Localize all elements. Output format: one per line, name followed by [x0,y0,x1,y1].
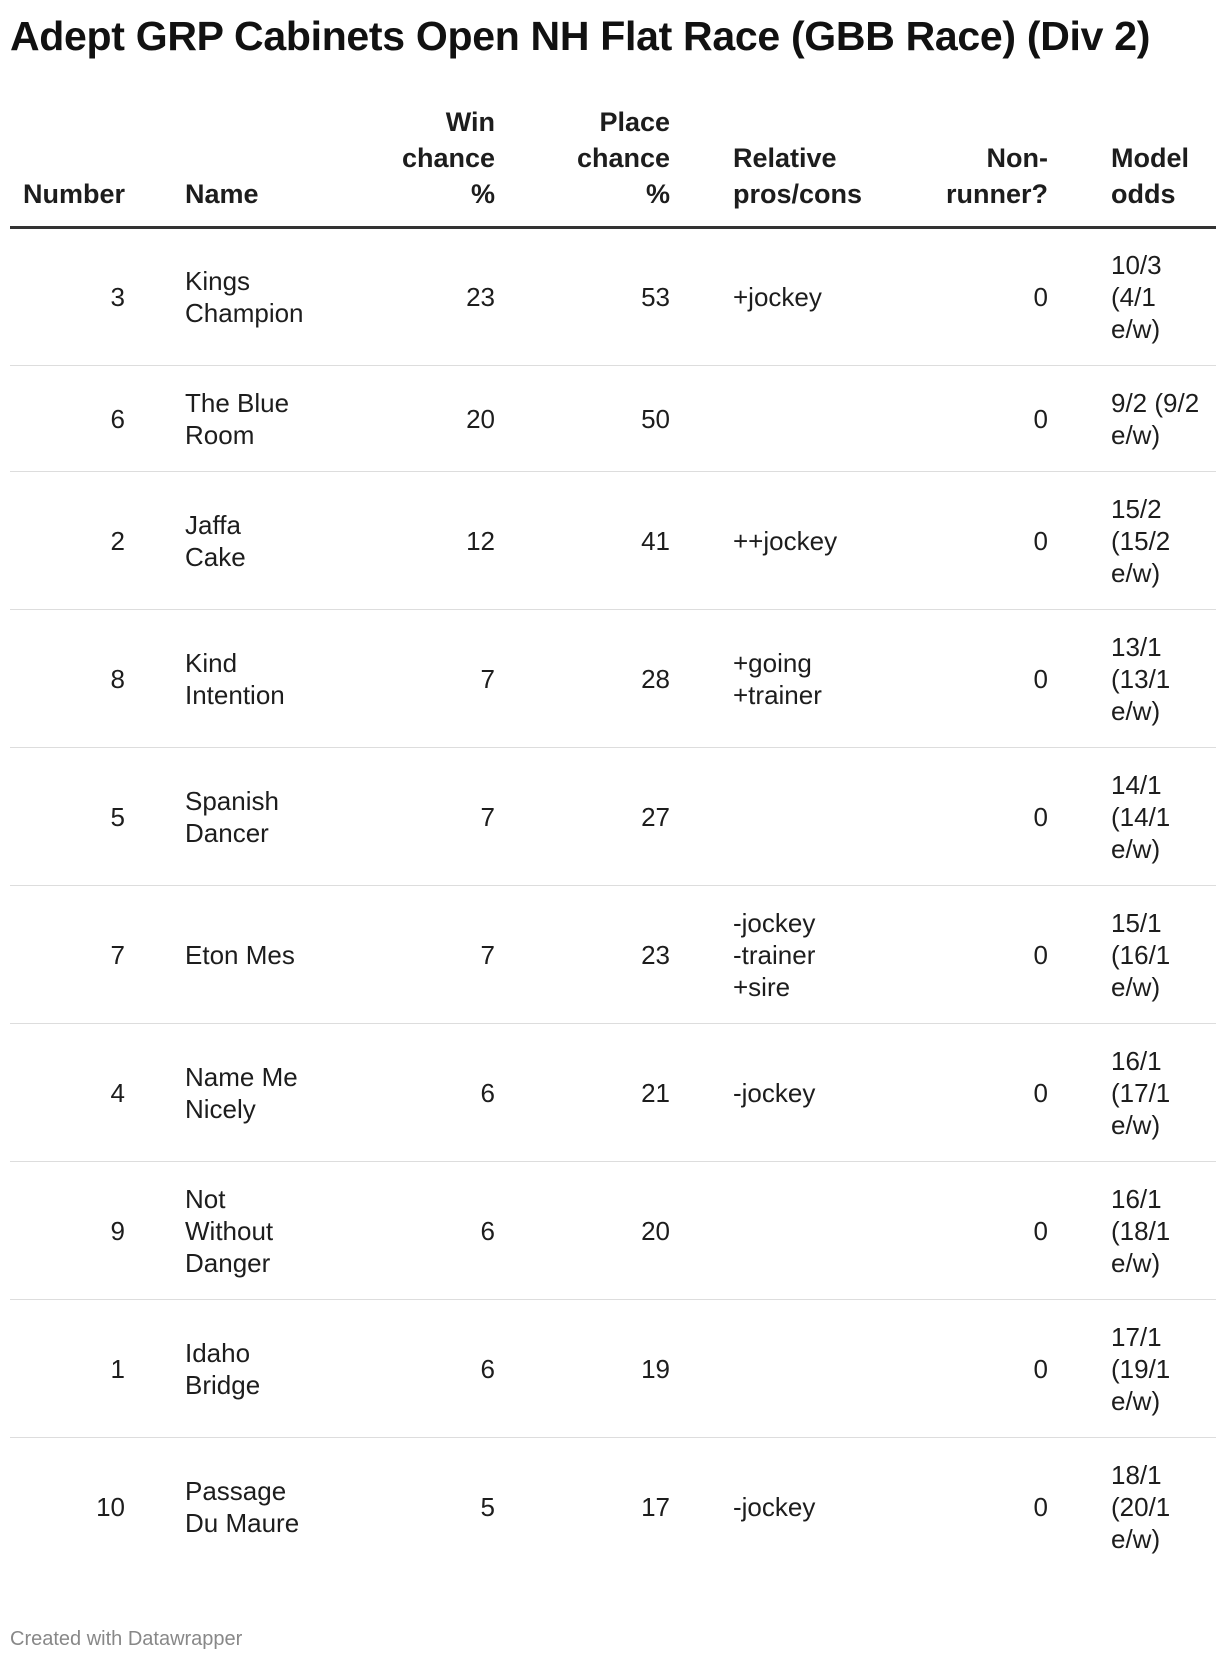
cell-name: Name Me Nicely [185,1024,315,1162]
cell-rel: +going +trainer [733,610,883,748]
cell-rel [733,748,883,886]
cell-gap [670,610,733,748]
cell-name: Spanish Dancer [185,748,315,886]
cell-place: 21 [495,1024,670,1162]
cell-gap [670,366,733,472]
header-gap [1048,104,1111,228]
cell-gap [125,610,185,748]
header-gap [125,104,185,228]
cell-gap [125,1024,185,1162]
cell-place: 20 [495,1162,670,1300]
cell-gap [1048,1162,1111,1300]
cell-gap [670,1162,733,1300]
cell-win: 6 [315,1300,495,1438]
cell-name: The Blue Room [185,366,315,472]
cell-nr: 0 [883,1024,1048,1162]
cell-place: 53 [495,228,670,366]
cell-win: 7 [315,748,495,886]
cell-nr: 0 [1033,1491,1048,1522]
cell-gap [125,472,185,610]
cell-name: Eton Mes [185,886,315,1024]
table-row [10,228,1216,366]
cell-place: 17 [641,1491,670,1522]
table-row [10,1024,1216,1162]
cell-gap [1048,366,1111,472]
cell-number: 1 [10,1300,125,1438]
cell-gap [125,1300,185,1438]
cell-win: 23 [315,228,495,366]
cell-win: 6 [315,1162,495,1300]
header-nr: Non- runner? [883,104,1048,228]
header-odds: Model odds [1111,104,1216,228]
table-row [10,1162,1216,1300]
cell-gap [1048,610,1111,748]
cell-gap [125,366,185,472]
cell-place: 41 [495,472,670,610]
cell-rel [733,1300,883,1438]
table-row [10,748,1216,886]
cell-number: 6 [10,366,125,472]
cell-odds: 17/1 (19/1 e/w) [1111,1300,1216,1438]
cell-gap [125,748,185,886]
cell-win: 12 [315,472,495,610]
cell-name: Jaffa Cake [185,472,315,610]
header-name: Name [185,104,315,228]
cell-gap [1048,1300,1111,1438]
cell-odds: 16/1 (17/1 e/w) [1111,1024,1216,1162]
table-row [10,1300,1216,1438]
cell-win: 20 [315,366,495,472]
cell-rel [733,366,883,472]
cell-win: 7 [315,610,495,748]
cell-nr: 0 [883,228,1048,366]
cell-win: 5 [480,1491,495,1522]
header-rel: Relative pros/cons [733,104,883,228]
race-table [10,104,1216,1576]
cell-win: 6 [315,1024,495,1162]
cell-gap [125,228,185,366]
cell-place: 19 [495,1300,670,1438]
cell-nr: 0 [883,610,1048,748]
cell-rel: -jockey [733,1024,883,1162]
cell-gap [670,472,733,610]
cell-gap [670,1438,733,1576]
chart-title: Adept GRP Cabinets Open NH Flat Race (GBB Race) (Div 2) [10,13,1151,59]
cell-name: Kings Champion [185,228,315,366]
cell-odds: 15/1 (16/1 e/w) [1111,886,1216,1024]
cell-nr: 0 [883,1162,1048,1300]
cell-gap [125,1162,185,1300]
cell-nr: 0 [883,472,1048,610]
cell-rel: -jockey -trainer +sire [733,886,883,1024]
cell-odds: 18/1 (20/1 e/w) [1111,1459,1171,1554]
cell-gap [125,1438,185,1576]
cell-number: 4 [10,1024,125,1162]
cell-name: Kind Intention [185,610,315,748]
cell-odds: 10/3 (4/1 e/w) [1111,228,1216,366]
cell-odds: 13/1 (13/1 e/w) [1111,610,1216,748]
cell-nr: 0 [883,748,1048,886]
cell-number: 10 [96,1491,125,1522]
cell-gap [1048,1438,1111,1576]
cell-gap [1048,1024,1111,1162]
cell-name: Idaho Bridge [185,1300,315,1438]
table-row [10,366,1216,472]
cell-win: 7 [315,886,495,1024]
cell-gap [1048,472,1111,610]
cell-number: 9 [10,1162,125,1300]
table-body [10,228,1216,1576]
cell-number: 5 [10,748,125,886]
cell-number: 7 [10,886,125,1024]
cell-gap [670,886,733,1024]
table-row [10,610,1216,748]
cell-name: Not Without Danger [185,1162,315,1300]
header-gap [670,104,733,228]
cell-gap [1048,886,1111,1024]
cell-odds: 14/1 (14/1 e/w) [1111,748,1216,886]
cell-gap [670,1300,733,1438]
cell-nr: 0 [883,366,1048,472]
cell-odds: 15/2 (15/2 e/w) [1111,472,1216,610]
header-place: Place chance % [495,104,670,228]
cell-rel [733,1162,883,1300]
cell-odds: 9/2 (9/2 e/w) [1111,366,1216,472]
cell-rel: ++jockey [733,472,883,610]
table-header [10,104,1216,228]
cell-number: 3 [10,228,125,366]
cell-rel: +jockey [733,228,883,366]
cell-place: 50 [495,366,670,472]
cell-name: Passage Du Maure [185,1475,300,1538]
cell-place: 27 [495,748,670,886]
cell-gap [125,886,185,1024]
table-row [10,472,1216,610]
cell-gap [670,228,733,366]
cell-nr: 0 [883,886,1048,1024]
cell-odds: 16/1 (18/1 e/w) [1111,1162,1216,1300]
table-row [10,886,1216,1024]
cell-place: 23 [495,886,670,1024]
header-number: Number [10,104,125,228]
cell-number: 8 [10,610,125,748]
cell-gap [670,748,733,886]
cell-rel: -jockey [733,1491,816,1522]
cell-gap [1048,748,1111,886]
credit-footer: Created with Datawrapper [10,1628,243,1650]
cell-number: 2 [10,472,125,610]
header-win: Win chance % [315,104,495,228]
cell-nr: 0 [883,1300,1048,1438]
cell-gap [1048,228,1111,366]
cell-gap [670,1024,733,1162]
table-row [10,1438,1216,1576]
cell-place: 28 [495,610,670,748]
